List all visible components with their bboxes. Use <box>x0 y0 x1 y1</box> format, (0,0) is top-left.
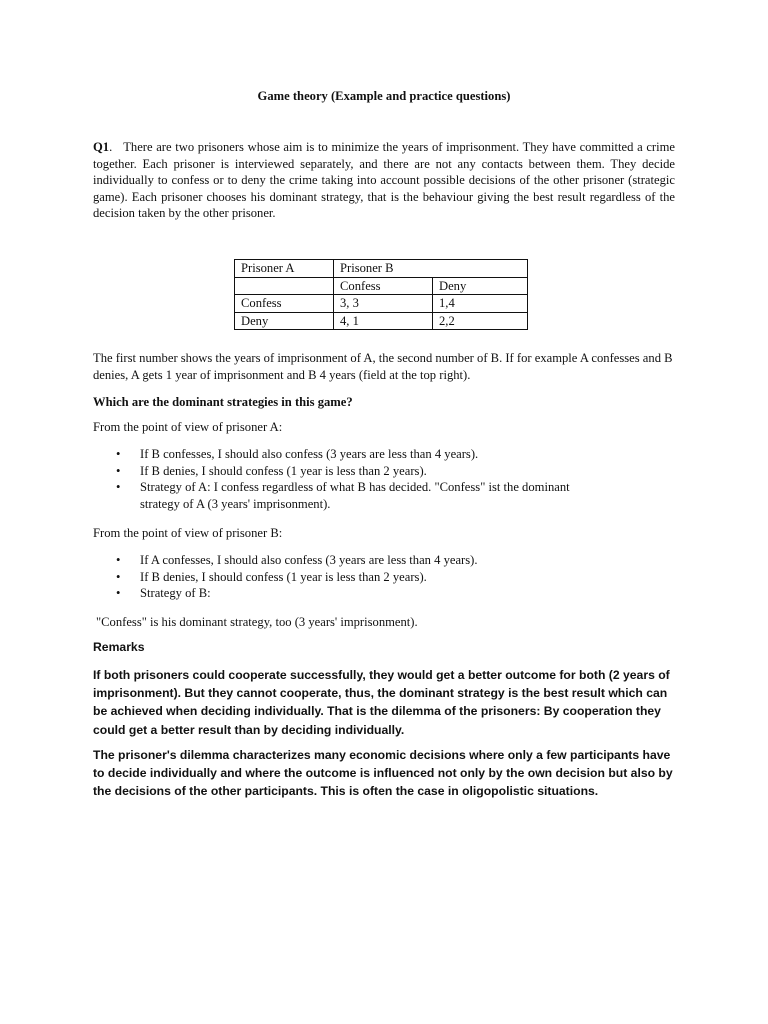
table-col-label: Deny <box>433 277 528 295</box>
view-a-heading: From the point of view of prisoner A: <box>93 420 283 434</box>
list-item-text: Strategy of A: I confess regardless of what B has decided. "Confess" ist the dominant strategy of A (3 years' imprisonment). <box>140 480 570 511</box>
table-row-label: Deny <box>235 312 334 330</box>
bullet-icon: • <box>116 480 121 495</box>
list-item <box>93 479 653 512</box>
bullet-icon: • <box>116 553 121 567</box>
bullet-icon: • <box>116 569 121 584</box>
question-text: There are two prisoners whose aim is to minimize the years of imprisonment. They have committed a crime together. Each prisoner is interviewed separately, and there are not any contacts between them. They decide individually to confess or to deny the crime taking into account possible decisions of the other prisoner (strategic game). Each prisoner chooses his dominant strategy, that is the behaviour giving the best result regardless of the decision taken by the other prisoner. <box>93 140 675 221</box>
list-item <box>93 463 653 480</box>
question-paragraph <box>93 139 675 222</box>
table-cell: 1,4 <box>433 295 528 313</box>
table-empty-cell <box>235 277 334 295</box>
view-b-conclusion: "Confess" is his dominant strategy, too (3 years' imprisonment). <box>96 615 418 629</box>
list-item <box>93 569 653 586</box>
table-header-row <box>235 260 528 278</box>
list-item <box>93 585 653 602</box>
question-number-separator: . <box>109 140 113 154</box>
bullet-icon: • <box>116 586 121 601</box>
table-row-label: Confess <box>235 295 334 313</box>
view-a-list <box>93 446 653 512</box>
list-item <box>93 446 653 463</box>
view-b-heading: From the point of view of prisoner B: <box>93 526 283 540</box>
list-item-text: If B denies, I should confess (1 year is less than 2 years). <box>140 463 427 478</box>
bullet-icon: • <box>116 463 121 478</box>
payoff-table <box>234 259 528 330</box>
table-row-header: Prisoner A <box>235 260 334 278</box>
table-col-group: Prisoner B <box>334 260 528 278</box>
remarks-heading: Remarks <box>93 640 145 654</box>
list-item <box>93 552 653 569</box>
table-col-label: Confess <box>334 277 433 295</box>
page-title: Game theory (Example and practice questions) <box>257 89 511 103</box>
explanation-paragraph: The first number shows the years of imprisonment of A, the second number of B. If for example A confesses and B denies, A gets 1 year of imprisonment and B 4 years (field at the top right). <box>93 351 673 382</box>
question-number: Q1 <box>93 140 110 154</box>
table-cell: 3, 3 <box>334 295 433 313</box>
list-item-text: If A confesses, I should also confess (3 years are less than 4 years). <box>140 553 478 567</box>
remarks-paragraph: The prisoner's dilemma characterizes many economic decisions where only a few participants have to decide individually and where the outcome is influenced not only by the own decision but also by the decisions of the other participants. This is often the case in oligopolistic situations. <box>93 748 673 799</box>
list-item-text: If B confesses, I should also confess (3 years are less than 4 years). <box>140 447 479 461</box>
bullet-icon: • <box>116 447 121 461</box>
table-subheader-row <box>235 277 528 295</box>
table-row <box>235 312 528 330</box>
list-item-text: If B denies, I should confess (1 year is less than 2 years). <box>140 569 427 584</box>
view-b-list <box>93 552 653 602</box>
table-cell: 4, 1 <box>334 312 433 330</box>
table-row <box>235 295 528 313</box>
dominant-question: Which are the dominant strategies in this game? <box>93 395 353 409</box>
list-item-text: Strategy of B: <box>140 586 211 601</box>
table-cell: 2,2 <box>433 312 528 330</box>
remarks-paragraph: If both prisoners could cooperate successfully, they would get a better outcome for both (2 years of imprisonment). But they cannot cooperate, thus, the dominant strategy is the best result which can be achieved when deciding individually. That is the dilemma of the prisoners: By cooperation they could get a better result than by deciding individually. <box>93 668 670 737</box>
